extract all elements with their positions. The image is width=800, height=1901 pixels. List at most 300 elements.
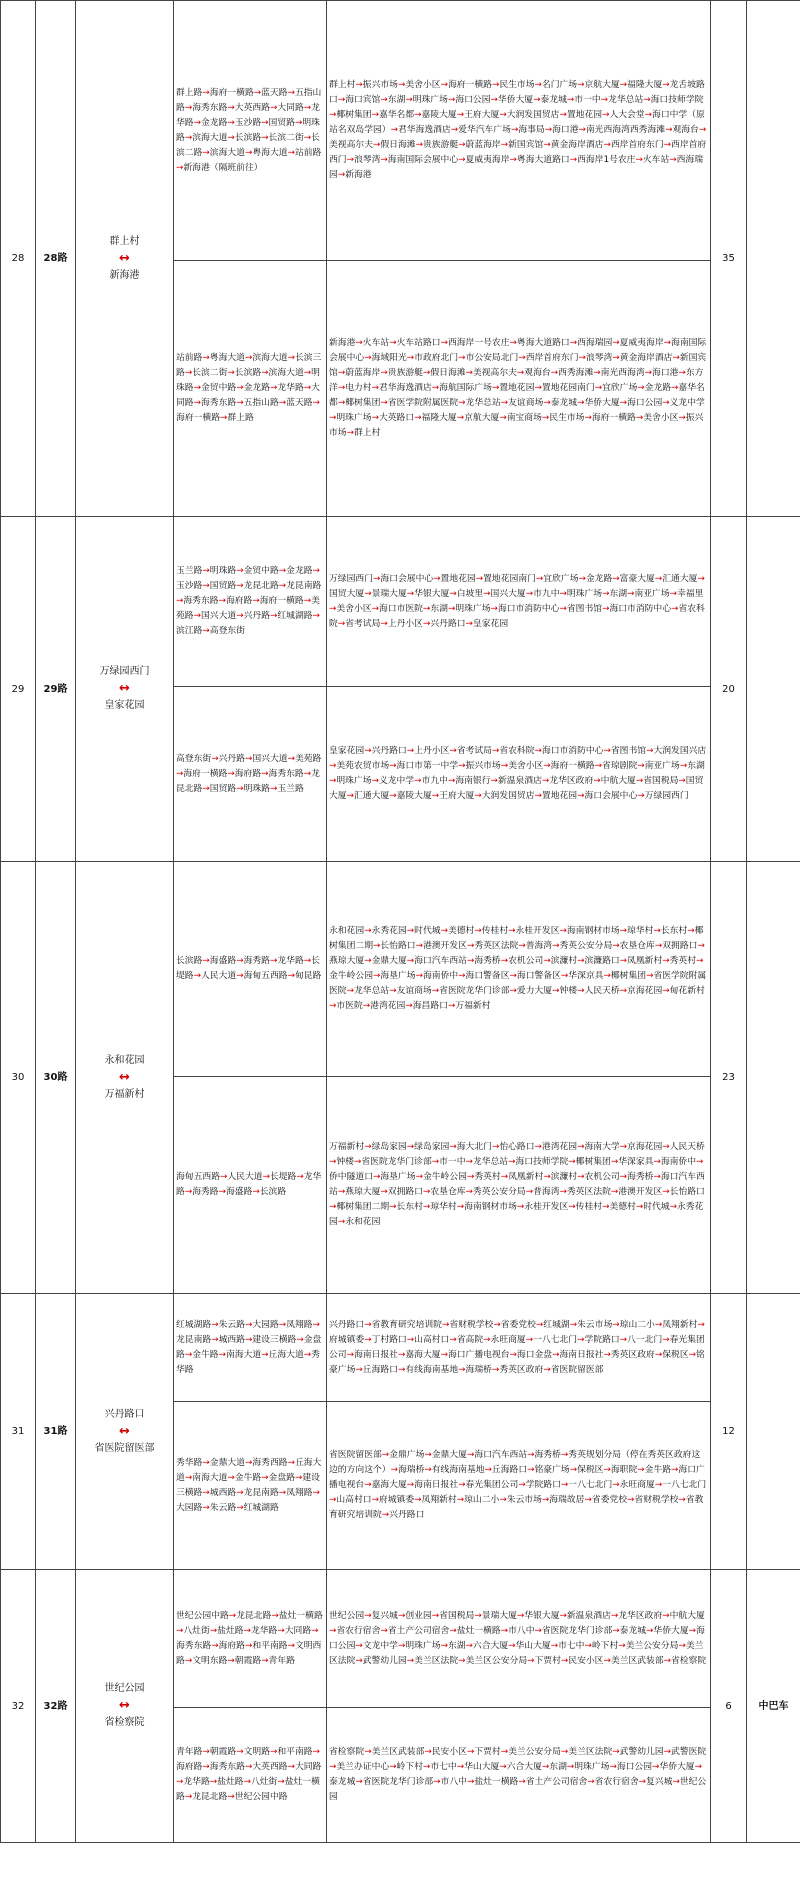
arrow-icon: → bbox=[543, 761, 551, 771]
stop-name: 群上路 bbox=[227, 413, 254, 423]
arrow-icon: → bbox=[364, 956, 372, 966]
arrow-icon: → bbox=[277, 1625, 285, 1636]
arrow-icon: → bbox=[278, 581, 287, 591]
arrow-icon: → bbox=[602, 603, 610, 614]
stop-name: 群上路 bbox=[176, 87, 203, 98]
stop-name: 丘海大道 bbox=[268, 1349, 304, 1360]
stop-sequence bbox=[327, 1294, 711, 1402]
stop-name: 爱力大厦 bbox=[516, 986, 553, 996]
arrow-icon: → bbox=[287, 753, 295, 764]
stop-name: 美德村 bbox=[609, 1202, 636, 1212]
route-terminals bbox=[76, 862, 174, 1294]
arrow-icon: → bbox=[516, 1610, 525, 1621]
stop-sequence bbox=[327, 1077, 711, 1294]
stop-name: 东方洋 bbox=[329, 368, 704, 393]
arrow-icon: → bbox=[594, 761, 603, 771]
stop-name: 海秀东路 bbox=[192, 102, 228, 113]
stop-name: 有线海南基地 bbox=[431, 1465, 485, 1475]
arrow-icon: → bbox=[490, 776, 498, 786]
stop-name: 五指山路 bbox=[243, 398, 279, 408]
stop-name: 长东村 bbox=[660, 926, 688, 936]
arrow-icon: → bbox=[346, 428, 354, 438]
stop-name: 大英西路 bbox=[234, 102, 270, 113]
arrow-icon: → bbox=[534, 791, 542, 801]
arrow-icon: → bbox=[440, 80, 448, 90]
arrow-icon: → bbox=[329, 776, 337, 786]
stop-name: 火车站 bbox=[642, 155, 670, 165]
arrow-icon: → bbox=[518, 1480, 526, 1490]
stop-name: 宜欣广场 bbox=[543, 573, 579, 584]
stop-name: 东湖 bbox=[387, 95, 406, 105]
stop-sequence bbox=[327, 1, 711, 261]
stop-name: 琼华村 bbox=[627, 926, 654, 936]
stop-name: 建设三横路 bbox=[252, 1334, 297, 1345]
stop-name: 人民天桥 bbox=[584, 986, 620, 996]
arrow-icon: → bbox=[610, 1187, 619, 1197]
stop-name: 海口广播电视台 bbox=[447, 1349, 510, 1360]
stop-name: 滨海大道 bbox=[268, 368, 304, 378]
stop-name: 凤凰新村 bbox=[508, 1172, 544, 1182]
arrow-icon: → bbox=[518, 353, 526, 363]
stop-name: 火车站 bbox=[362, 338, 390, 348]
stop-name: 嘉华名都 bbox=[378, 110, 415, 120]
stop-name: 海南日报社 bbox=[414, 1480, 459, 1490]
stop-name: 红城湖路 bbox=[176, 1319, 212, 1330]
stop-name: 省教育研究培训院 bbox=[371, 1319, 442, 1330]
arrow-icon: → bbox=[508, 926, 516, 936]
arrow-icon: → bbox=[252, 1187, 260, 1197]
route-number: 32 bbox=[1, 1570, 36, 1843]
stop-name: 海昌路口 bbox=[412, 1001, 448, 1011]
stop-name: 海口技师学院 bbox=[650, 95, 704, 105]
stop-name: 椰树集团 bbox=[345, 398, 381, 408]
stop-name: 东湖 bbox=[549, 1762, 567, 1772]
arrow-icon: → bbox=[543, 1364, 551, 1375]
stop-count: 23 bbox=[711, 862, 747, 1294]
stop-name: 省医院龙华门诊部 bbox=[362, 1777, 434, 1787]
stop-name: 站前路 bbox=[176, 353, 203, 363]
arrow-icon: → bbox=[227, 117, 235, 128]
stop-name: 海府一横路 bbox=[176, 413, 220, 423]
arrow-icon: → bbox=[458, 1480, 466, 1490]
arrow-icon: → bbox=[380, 155, 388, 165]
arrow-icon: → bbox=[578, 125, 586, 135]
stop-name: 省委党校 bbox=[591, 1495, 628, 1505]
stop-name: 大同路 bbox=[294, 1762, 322, 1772]
stop-name: 复兴城 bbox=[371, 1610, 398, 1621]
stop-name: 海府路 bbox=[225, 596, 253, 606]
arrow-icon: → bbox=[560, 1480, 569, 1490]
arrow-icon: → bbox=[211, 1640, 219, 1651]
stop-name: 民安小区 bbox=[431, 1747, 467, 1757]
arrow-icon: → bbox=[389, 1762, 397, 1772]
stop-name: 金贸中路 bbox=[200, 383, 237, 393]
stop-name: 龙华总站 bbox=[353, 986, 390, 996]
stop-name: 东湖 bbox=[609, 588, 628, 599]
stop-name: 传桂村 bbox=[575, 1202, 603, 1212]
bus-type bbox=[747, 517, 800, 862]
arrow-icon: → bbox=[261, 368, 269, 378]
stop-sequence bbox=[327, 687, 711, 862]
stop-name: 海口汽车西站 bbox=[329, 1172, 705, 1197]
arrow-icon: → bbox=[466, 941, 475, 951]
arrow-icon: → bbox=[662, 1142, 670, 1152]
arrow-icon: → bbox=[227, 1792, 235, 1802]
arrow-icon: → bbox=[184, 1187, 193, 1197]
stop-name: 粤海大道 bbox=[209, 353, 245, 363]
arrow-icon: → bbox=[364, 1480, 372, 1490]
stop-name: 秀华路 bbox=[176, 1349, 320, 1375]
arrow-icon: → bbox=[584, 413, 592, 423]
route-terminals bbox=[76, 1294, 174, 1570]
stop-name: 世纪公园 bbox=[329, 1610, 365, 1621]
arrow-icon: → bbox=[294, 117, 303, 128]
arrow-icon: → bbox=[261, 1472, 269, 1483]
arrow-icon: → bbox=[612, 1747, 620, 1757]
stop-name: 海府一横路 bbox=[209, 87, 254, 98]
stop-name: 省医院留医部 bbox=[329, 1450, 382, 1460]
arrow-icon: → bbox=[406, 926, 415, 936]
stop-name: 大英路口 bbox=[378, 413, 415, 423]
stop-name: 海南侨中 bbox=[660, 1157, 697, 1167]
stop-name: 省考试局 bbox=[456, 746, 492, 756]
stop-name: 长滨二路 bbox=[176, 132, 320, 158]
stop-name: 金龙路 bbox=[585, 573, 613, 584]
stop-name: 京海花园 bbox=[627, 986, 663, 996]
arrow-icon: → bbox=[236, 1487, 244, 1498]
stop-name: 永桂开发区 bbox=[515, 926, 560, 936]
stop-name: 秀英公安分局 bbox=[472, 1187, 526, 1197]
arrow-icon: → bbox=[603, 1349, 611, 1360]
stop-name: 秀英区法院 bbox=[566, 1187, 611, 1197]
stop-name: 六合大厦 bbox=[506, 1762, 542, 1772]
arrow-icon: → bbox=[678, 413, 686, 423]
stop-name: 国贸路 bbox=[209, 581, 237, 591]
arrow-icon: → bbox=[193, 398, 201, 408]
stop-name: 椰树集团二期 bbox=[336, 1202, 390, 1212]
road-sequence bbox=[174, 1570, 327, 1708]
arrow-icon: → bbox=[559, 588, 567, 599]
arrow-icon: → bbox=[584, 1495, 592, 1505]
arrow-icon: → bbox=[619, 1334, 628, 1345]
arrow-icon: → bbox=[602, 588, 610, 599]
stop-name: 美舍小区 bbox=[336, 603, 372, 614]
stop-name: 府城镇委 bbox=[329, 1334, 365, 1345]
arrow-icon: → bbox=[202, 956, 210, 966]
arrow-icon: → bbox=[176, 1625, 184, 1636]
arrow-icon: → bbox=[176, 768, 184, 779]
terminal-start: 万绿园西门 bbox=[99, 666, 150, 677]
stop-name: 美兰区公安分局 bbox=[465, 1655, 528, 1666]
stop-name: 海口公园 bbox=[455, 95, 491, 105]
stop-name: 朝霞路 bbox=[234, 1655, 262, 1666]
stop-name: 世纪公园中路 bbox=[176, 1610, 229, 1621]
stop-name: 八灶街 bbox=[250, 1777, 278, 1787]
arrow-icon: → bbox=[612, 573, 620, 584]
stop-name: 丘海大道 bbox=[176, 1457, 322, 1483]
arrow-icon: → bbox=[329, 1762, 337, 1772]
arrow-icon: → bbox=[184, 368, 193, 378]
arrow-icon: → bbox=[244, 1640, 253, 1651]
stop-name: 君华海逸酒店 bbox=[397, 125, 451, 135]
stop-name: 福隆大厦 bbox=[627, 80, 663, 90]
stop-name: 京航大厦 bbox=[584, 80, 620, 90]
arrow-icon: → bbox=[364, 588, 372, 599]
arrow-icon: → bbox=[508, 1640, 516, 1651]
arrow-icon: → bbox=[362, 1001, 371, 1011]
stop-name: 贵族游艇 bbox=[387, 368, 423, 378]
arrow-icon: → bbox=[355, 1364, 363, 1375]
arrow-icon: → bbox=[380, 398, 388, 408]
stop-name: 朱云路 bbox=[218, 1319, 245, 1330]
arrow-icon: → bbox=[236, 611, 244, 621]
stop-name: 黄金海岸酒店 bbox=[550, 140, 604, 150]
stop-name: 金鼎广场 bbox=[389, 1450, 425, 1460]
arrow-icon: → bbox=[364, 746, 372, 756]
arrow-icon: → bbox=[646, 971, 654, 981]
stop-name: 兴丹路口 bbox=[329, 1319, 365, 1330]
bus-type bbox=[747, 862, 800, 1294]
arrow-icon: → bbox=[244, 147, 253, 158]
arrow-icon: → bbox=[543, 1172, 551, 1182]
stop-name: 振兴市场 bbox=[362, 80, 398, 90]
arrow-icon: → bbox=[559, 1187, 567, 1197]
stop-name: 椰树集团二期 bbox=[329, 926, 704, 951]
arrow-icon: → bbox=[474, 791, 482, 801]
road-sequence bbox=[174, 1708, 327, 1843]
arrow-icon: → bbox=[287, 1457, 295, 1468]
arrow-icon: → bbox=[637, 1465, 645, 1475]
stop-name: 下贾村 bbox=[534, 1655, 561, 1666]
stop-name: 市一中 bbox=[574, 95, 601, 105]
stop-name: 南亚广场 bbox=[634, 588, 670, 599]
arrow-icon: → bbox=[441, 1319, 450, 1330]
arrow-icon: → bbox=[509, 155, 517, 165]
arrow-icon: → bbox=[508, 1157, 516, 1167]
arrow-icon: → bbox=[329, 1625, 337, 1636]
arrow-icon: → bbox=[559, 110, 567, 120]
stop-name: 新国宾馆 bbox=[508, 140, 544, 150]
arrow-icon: → bbox=[610, 1157, 619, 1167]
stop-name: 龙昆北路 bbox=[192, 1792, 228, 1802]
arrow-icon: → bbox=[552, 1349, 560, 1360]
stop-name: 海盛路 bbox=[225, 1187, 253, 1197]
stop-name: 海南钢材市场 bbox=[566, 926, 620, 936]
arrow-icon: → bbox=[612, 1319, 620, 1330]
arrow-icon: → bbox=[534, 1142, 542, 1152]
arrow-icon: → bbox=[500, 956, 509, 966]
stop-name: 港澳开发区 bbox=[618, 1187, 663, 1197]
stop-name: 滨海大道 bbox=[209, 147, 245, 158]
stop-name: 永和花园 bbox=[329, 926, 365, 936]
arrow-icon: → bbox=[355, 80, 363, 90]
stop-name: 永旺商厦 bbox=[490, 1334, 526, 1345]
stop-name: 东湖 bbox=[430, 603, 448, 614]
arrow-icon: → bbox=[568, 1202, 576, 1212]
arrow-icon: → bbox=[569, 1465, 578, 1475]
stop-name: 海口金盘 bbox=[516, 1349, 553, 1360]
stop-name: 龙华路 bbox=[176, 1172, 322, 1197]
arrow-icon: → bbox=[373, 971, 381, 981]
stop-name: 省检察院 bbox=[329, 1747, 365, 1757]
arrow-icon: → bbox=[490, 603, 498, 614]
arrow-icon: → bbox=[577, 1334, 585, 1345]
stop-name: 海职院 bbox=[610, 1465, 638, 1475]
arrow-icon: → bbox=[466, 1747, 475, 1757]
stop-name: 琼山二小 bbox=[464, 1495, 500, 1505]
arrow-icon: → bbox=[534, 746, 542, 756]
arrow-icon: → bbox=[483, 588, 491, 599]
arrow-icon: → bbox=[510, 125, 519, 135]
stop-name: 城西路 bbox=[218, 1334, 245, 1345]
stop-name: 创业园 bbox=[405, 1610, 432, 1621]
arrow-icon: → bbox=[287, 87, 295, 98]
stop-name: 凤翔新村 bbox=[662, 1319, 698, 1330]
stop-name: 海秀东路 bbox=[176, 1640, 212, 1651]
stop-name: 秀英区法院 bbox=[474, 941, 519, 951]
arrow-icon: → bbox=[447, 776, 456, 786]
arrow-icon: → bbox=[244, 753, 253, 764]
stop-name: 置地花园 bbox=[566, 110, 603, 120]
stop-name: 龙昆北路 bbox=[176, 768, 320, 794]
stop-name: 甸花新村 bbox=[669, 986, 705, 996]
arrow-icon: → bbox=[527, 1450, 535, 1460]
arrow-icon: → bbox=[527, 1655, 535, 1666]
arrow-icon: → bbox=[364, 1334, 372, 1345]
arrow-icon: → bbox=[518, 1777, 526, 1787]
stop-name: 钟楼 bbox=[559, 986, 578, 996]
stop-name: 市九中 bbox=[421, 776, 448, 786]
arrow-icon: → bbox=[381, 1450, 390, 1460]
stop-name: 海口市第一中学 bbox=[396, 761, 459, 771]
arrow-icon: → bbox=[364, 353, 372, 363]
stop-name: 玉沙路 bbox=[234, 117, 262, 128]
stop-name: 复兴城 bbox=[646, 1777, 673, 1787]
arrow-icon: → bbox=[654, 1319, 663, 1330]
arrow-icon: → bbox=[440, 1349, 448, 1360]
stop-name: 西海岸1号农庄 bbox=[577, 155, 636, 165]
stop-name: 盐灶路 bbox=[217, 1625, 244, 1636]
stop-name: 海甸五西路 bbox=[176, 1172, 220, 1182]
arrow-icon: → bbox=[525, 1187, 534, 1197]
arrow-icon: → bbox=[431, 986, 440, 996]
stop-name: 海秀东路 bbox=[183, 596, 219, 606]
stop-name: 南亚广场 bbox=[644, 761, 680, 771]
arrow-icon: → bbox=[627, 588, 635, 599]
stop-name: 美兰区法院 bbox=[568, 1747, 613, 1757]
stop-name: 金鼎大道 bbox=[209, 1457, 245, 1468]
stop-name: 新温泉酒店 bbox=[497, 776, 542, 786]
stop-name: 椰树集团 bbox=[610, 971, 647, 981]
arrow-icon: → bbox=[422, 1187, 431, 1197]
arrow-icon: → bbox=[337, 170, 346, 180]
arrow-icon: → bbox=[509, 1349, 517, 1360]
arrow-icon: → bbox=[415, 1172, 423, 1182]
terminal-end: 省检察院 bbox=[104, 1717, 145, 1728]
arrow-icon: → bbox=[637, 791, 645, 801]
arrow-icon: → bbox=[287, 147, 295, 158]
stop-name: 秀华路 bbox=[176, 1457, 203, 1468]
arrow-icon: → bbox=[202, 581, 210, 591]
arrow-icon: → bbox=[612, 353, 620, 363]
arrow-icon: → bbox=[184, 1349, 193, 1360]
arrow-icon: → bbox=[600, 95, 609, 105]
stop-name: 长怡路口 bbox=[669, 1187, 705, 1197]
stop-name: 景瑞大厦 bbox=[481, 1610, 517, 1621]
stop-name: 五指山路 bbox=[176, 87, 322, 113]
arrow-icon: → bbox=[533, 95, 541, 105]
stop-sequence bbox=[327, 1402, 711, 1570]
stop-name: 滨濂路口 bbox=[584, 956, 620, 966]
stop-name: 海南侨中 bbox=[422, 971, 459, 981]
arrow-icon: → bbox=[662, 1610, 670, 1621]
stop-name: 海口汽车西站 bbox=[474, 1450, 528, 1460]
stop-name: 华侨大厦 bbox=[659, 1762, 695, 1772]
stop-name: 永秀花园 bbox=[371, 926, 407, 936]
stop-name: 市九中 bbox=[533, 588, 560, 599]
stop-name: 省考试局 bbox=[345, 618, 381, 629]
arrow-icon: → bbox=[337, 1217, 346, 1227]
stop-name: 华银大厦 bbox=[414, 588, 450, 599]
stop-name: 置地花园 bbox=[541, 791, 578, 801]
stop-name: 西海瑞园 bbox=[577, 338, 613, 348]
arrow-icon: → bbox=[447, 1001, 456, 1011]
stop-name: 省图书馆 bbox=[566, 603, 603, 614]
arrow-icon: → bbox=[303, 368, 312, 378]
stop-name: 泰龙城 bbox=[540, 95, 567, 105]
arrow-icon: → bbox=[228, 1610, 237, 1621]
arrow-icon: → bbox=[440, 338, 448, 348]
arrow-icon: → bbox=[500, 761, 509, 771]
stop-name: 省医院留医部 bbox=[550, 1364, 604, 1375]
stop-name: 海口会展中心 bbox=[584, 791, 638, 801]
stop-name: 龙华路 bbox=[183, 1777, 210, 1787]
arrow-icon: → bbox=[458, 140, 466, 150]
arrow-icon: → bbox=[646, 1625, 654, 1636]
stop-name: 华深家具 bbox=[618, 1157, 654, 1167]
stop-name: 港澳开发区 bbox=[422, 941, 467, 951]
stop-name: 朝霞路 bbox=[209, 1747, 237, 1757]
arrow-icon: → bbox=[380, 1187, 388, 1197]
stop-name: 龙昆北路 bbox=[236, 1610, 272, 1621]
arrow-icon: → bbox=[202, 353, 210, 363]
arrow-icon: → bbox=[389, 791, 397, 801]
arrow-icon: → bbox=[449, 588, 457, 599]
stop-name: 海南钢材市场 bbox=[464, 1202, 517, 1212]
stop-name: 省国税局 bbox=[439, 1610, 475, 1621]
arrow-icon: → bbox=[262, 1172, 270, 1182]
stop-name: 海府路 bbox=[218, 1640, 245, 1651]
arrow-icon: → bbox=[672, 353, 680, 363]
stop-name: 海事局 bbox=[518, 125, 545, 135]
arrow-icon: → bbox=[440, 926, 448, 936]
stop-name: 双拥路口 bbox=[662, 941, 698, 951]
stop-name: 武警医院 bbox=[671, 1747, 707, 1757]
stop-name: 玉沙路 bbox=[176, 581, 203, 591]
stop-name: 海秀东路 bbox=[268, 768, 304, 779]
arrow-icon: → bbox=[414, 1495, 422, 1505]
stop-name: 振兴市场 bbox=[465, 761, 501, 771]
stop-name: 长堤路 bbox=[269, 1172, 297, 1182]
stop-name: 凤翔新村 bbox=[421, 1495, 457, 1505]
stop-name: 大同路 bbox=[176, 383, 320, 408]
arrow-icon: → bbox=[612, 338, 620, 348]
arrow-icon: → bbox=[406, 353, 415, 363]
stop-name: 市七中 bbox=[430, 1762, 457, 1772]
stop-sequence bbox=[327, 862, 711, 1077]
stop-name: 海口宾馆 bbox=[345, 95, 381, 105]
arrow-icon: → bbox=[587, 1777, 595, 1787]
